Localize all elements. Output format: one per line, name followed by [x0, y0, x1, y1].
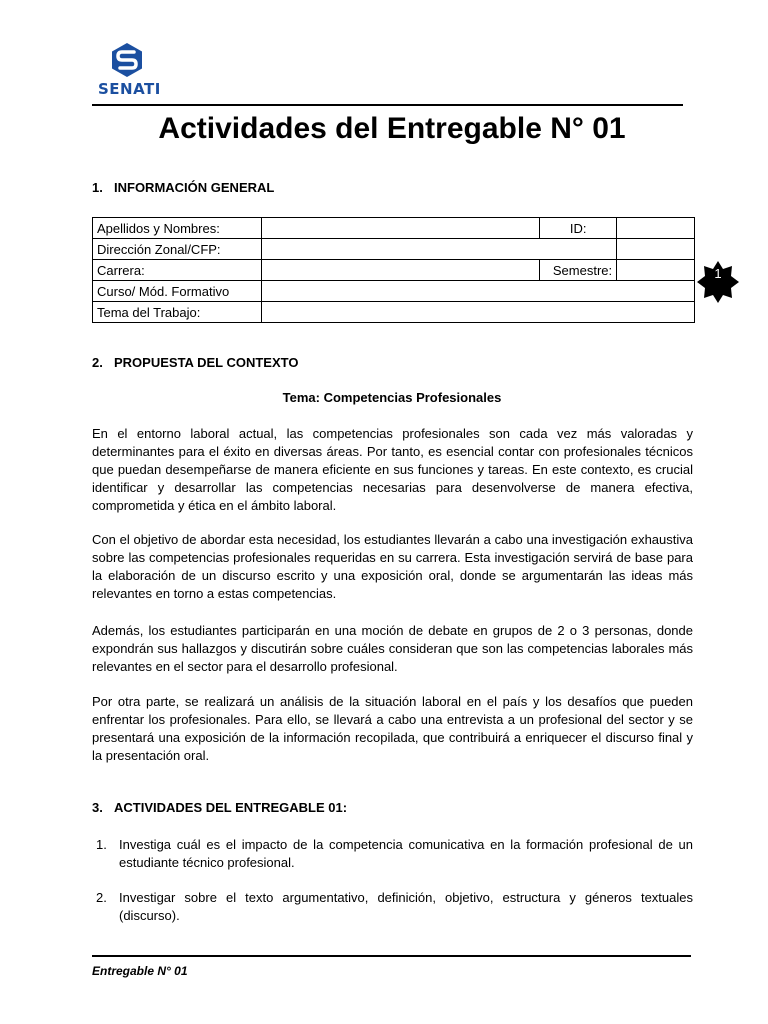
section-heading-informacion [92, 180, 274, 195]
section-heading-actividades [92, 800, 347, 815]
senati-logo [96, 42, 160, 100]
logo-text: SENATI [98, 80, 161, 98]
context-paragraph: Además, los estudiantes participarán en una moción de debate en grupos de 2 o 3 personas, donde expondrán sus hallazgos y discutirán sobre cuáles consideran que son las competencias laborales más relevantes en el sector para el desarrollo profesional. [92, 623, 693, 674]
page-title: Actividades del Entregable N° 01 [158, 112, 626, 145]
tema-trabajo-field[interactable] [261, 302, 694, 323]
tema-trabajo-label: Tema del Trabajo: [93, 302, 262, 323]
table-row [93, 218, 695, 239]
semestre-label: Semestre: [540, 260, 617, 281]
curso-label: Curso/ Mód. Formativo [93, 281, 262, 302]
apellidos-field[interactable] [261, 218, 539, 239]
topic-title: Tema: Competencias Profesionales [282, 390, 502, 405]
page-marker-number: 1 [714, 266, 722, 281]
direccion-extra-cell [617, 239, 695, 260]
footer-divider [92, 955, 691, 957]
table-row [93, 260, 695, 281]
id-label: ID: [540, 218, 617, 239]
table-row [93, 239, 695, 260]
carrera-label: Carrera: [93, 260, 262, 281]
apellidos-label: Apellidos y Nombres: [93, 218, 262, 239]
senati-s-hexagon-icon [110, 42, 144, 78]
section-title: INFORMACIÓN GENERAL [114, 180, 275, 195]
section-number: 2. [92, 355, 103, 370]
table-row [93, 302, 695, 323]
id-field[interactable] [617, 218, 695, 239]
footer-text: Entregable N° 01 [92, 964, 188, 978]
activity-text: Investigar sobre el texto argumentativo, definición, objetivo, estructura y géneros textuales (discurso). [119, 890, 693, 923]
section-heading-propuesta [92, 355, 298, 370]
section-number: 3. [92, 800, 103, 815]
curso-field[interactable] [261, 281, 694, 302]
semestre-field[interactable] [617, 260, 695, 281]
section-title: PROPUESTA DEL CONTEXTO [114, 355, 299, 370]
section-title: ACTIVIDADES DEL ENTREGABLE 01: [114, 800, 348, 815]
direccion-field[interactable] [261, 239, 616, 260]
direccion-label: Dirección Zonal/CFP: [93, 239, 262, 260]
context-paragraph: Por otra parte, se realizará un análisis de la situación laboral en el país y los desafíos que pueden enfrentar los profesionales. Para ello, se llevará a cabo una entrevista a un profesional del sector y se presentará una exposición de la información recopilada, que contribuirá a enriquecer el discurso final y la presentación oral. [92, 694, 693, 763]
activity-item [92, 836, 693, 872]
context-paragraph: Con el objetivo de abordar esta necesidad, los estudiantes llevarán a cabo una investigación exhaustiva sobre las competencias profesionales requeridas en su carrera. Esta investigación servirá de base para la elaboración de un discurso escrito y una exposición oral, donde se argumentarán las ideas más relevantes en torno a estas competencias. [92, 532, 693, 601]
activity-number: 1. [96, 837, 107, 852]
table-row [93, 281, 695, 302]
general-info-table [92, 217, 695, 323]
carrera-field[interactable] [261, 260, 539, 281]
activity-number: 2. [96, 890, 107, 905]
activity-item [92, 889, 693, 925]
header-divider [92, 104, 683, 106]
context-paragraph: En el entorno laboral actual, las competencias profesionales son cada vez más valoradas y determinantes para el éxito en diversas áreas. Por tanto, es esencial contar con profesionales técnicos que puedan desempeñarse de manera eficiente en sus funciones y tareas. En este contexto, es crucial identificar y desarrollar las competencias necesarias para desenvolverse de manera efectiva, comprometida y ética en el ámbito laboral. [92, 426, 693, 513]
section-number: 1. [92, 180, 103, 195]
activity-text: Investiga cuál es el impacto de la competencia comunicativa en la formación profesional de un estudiante técnico profesional. [119, 837, 693, 870]
